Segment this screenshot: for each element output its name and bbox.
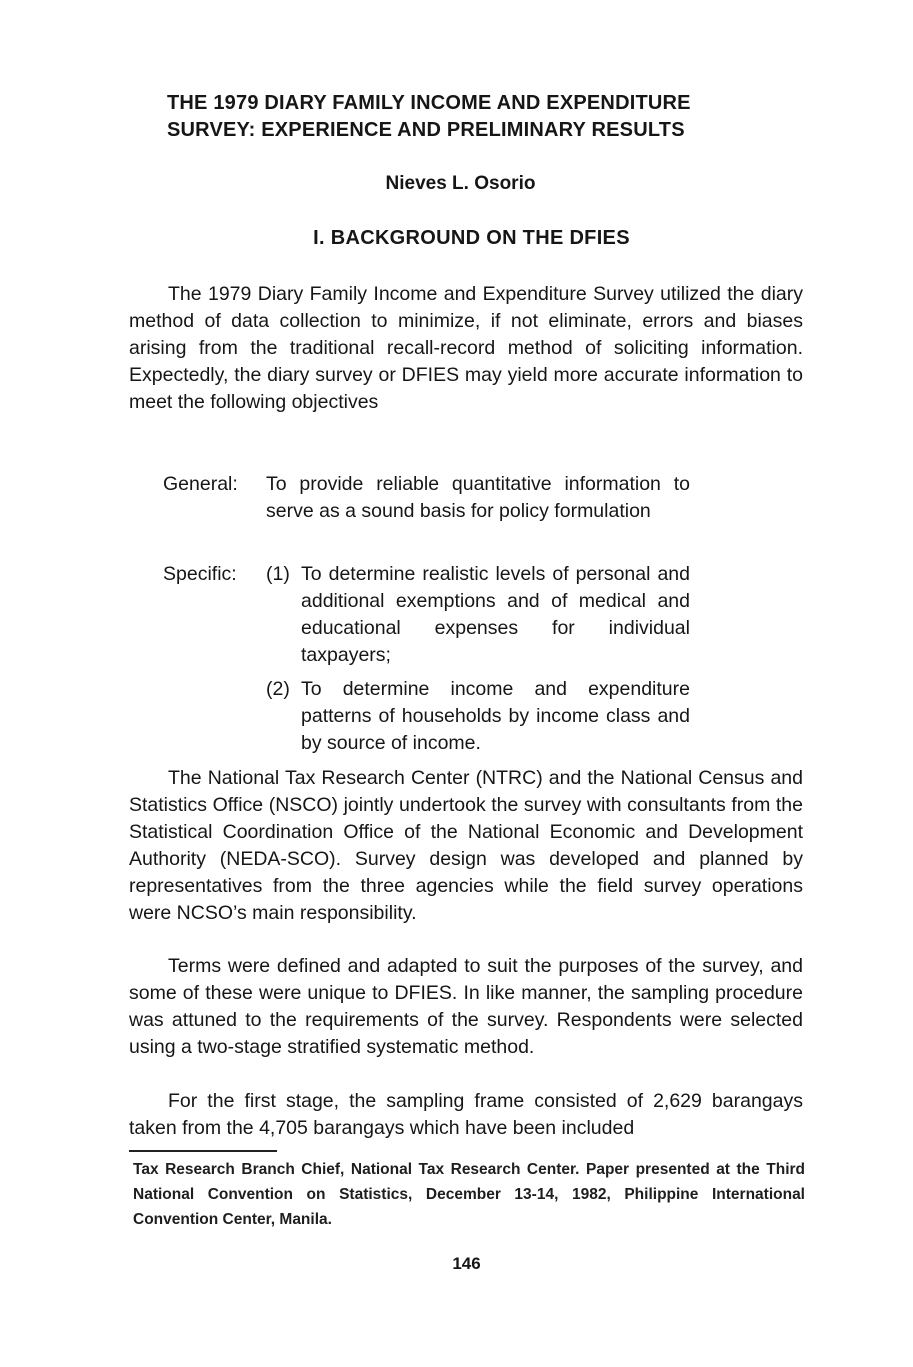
- section-heading: I. BACKGROUND ON THE DFIES: [313, 227, 630, 249]
- paragraph-ntrc: The National Tax Research Center (NTRC) and the National Census and Statistics Office (NSCO) jointly undertook the survey with consultants from the Statistical Coordination Office of the National Economic and Development Authority (NEDA-SCO). Survey design was developed and planned by representatives from the three agencies while the field survey operations were NCSO’s main responsibility.: [129, 767, 803, 924]
- page-number: 146: [452, 1254, 481, 1273]
- paper-title: [167, 90, 827, 144]
- objective-item-text: To determine income and expenditure patterns of households by income class and by source of income.: [301, 678, 690, 754]
- objective-item-text: To determine realistic levels of personal and additional exemptions and of medical and educational expenses for individual taxpayers;: [301, 563, 690, 666]
- footnote-divider: [129, 1150, 277, 1152]
- objective-specific-label: Specific:: [163, 563, 237, 585]
- paragraph-terms: Terms were defined and adapted to suit the purposes of the survey, and some of these were unique to DFIES. In like manner, the sampling procedure was attuned to the requirements of the survey. Respondents were selected using a two-stage stratified systematic method.: [129, 955, 803, 1058]
- objective-general-text: To provide reliable quantitative information to serve as a sound basis for policy formulation: [266, 473, 690, 522]
- objective-item-number: (2): [266, 678, 290, 700]
- intro-paragraph: The 1979 Diary Family Income and Expenditure Survey utilized the diary method of data collection to minimize, if not eliminate, errors and biases arising from the traditional recall-record method of soliciting information. Expectedly, the diary survey or DFIES may yield more accurate information to meet the following objectives: [129, 283, 803, 413]
- paragraph-first-stage: For the first stage, the sampling frame consisted of 2,629 barangays taken from the 4,705 barangays which have been included: [129, 1090, 803, 1139]
- title-line-1: THE 1979 DIARY FAMILY INCOME AND EXPENDITURE: [167, 92, 691, 114]
- objective-general-label: General:: [163, 473, 238, 495]
- footnote: Tax Research Branch Chief, National Tax Research Center. Paper presented at the Third National Convention on Statistics, December 13-14, 1982, Philippine International Convention Center, Manila.: [133, 1161, 805, 1228]
- title-line-2: SURVEY: EXPERIENCE AND PRELIMINARY RESULTS: [167, 119, 685, 141]
- objective-item-number: (1): [266, 563, 290, 585]
- author-name: Nieves L. Osorio: [385, 173, 536, 194]
